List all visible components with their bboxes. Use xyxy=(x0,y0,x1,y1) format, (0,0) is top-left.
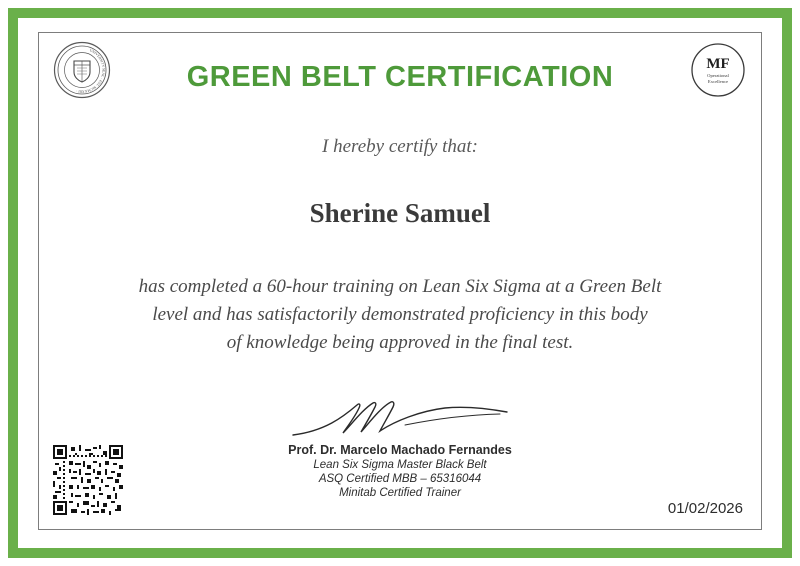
body-line: of knowledge being approved in the final test. xyxy=(226,332,574,353)
issue-date: 01/02/2026 xyxy=(667,500,743,517)
qr-code-icon[interactable] xyxy=(51,443,125,517)
svg-text:MF: MF xyxy=(706,56,730,72)
certificate-inner-frame xyxy=(38,32,762,530)
signer-credential: Minitab Certified Trainer xyxy=(339,487,461,499)
certificate-content xyxy=(39,33,761,529)
signer-name: Prof. Dr. Marcelo Machado Fernandes xyxy=(288,443,512,457)
svg-text:Operational: Operational xyxy=(707,73,729,78)
certificate-title: GREEN BELT CERTIFICATION xyxy=(186,61,614,93)
recipient-name: Sherine Samuel xyxy=(309,198,491,228)
handwritten-signature-icon xyxy=(39,395,761,441)
svg-text:Excellence: Excellence xyxy=(707,79,729,84)
certificate-body-text xyxy=(99,273,701,357)
signer-credential: ASQ Certified MBB – 65316044 xyxy=(318,473,482,485)
hereby-certify-text: I hereby certify that: xyxy=(322,136,478,157)
svg-text:UNIVERSITY SEAL · EST. MCMXXII: UNIVERSITY SEAL · EST. MCMXXIII · xyxy=(75,48,106,94)
body-line: has completed a 60-hour training on Lean Six Sigma at a Green Belt xyxy=(138,276,662,297)
signature-block xyxy=(39,395,761,499)
body-line: level and has satisfactorily demonstrated proficiency in this body xyxy=(152,304,648,325)
signer-credential: Lean Six Sigma Master Black Belt xyxy=(313,459,487,471)
